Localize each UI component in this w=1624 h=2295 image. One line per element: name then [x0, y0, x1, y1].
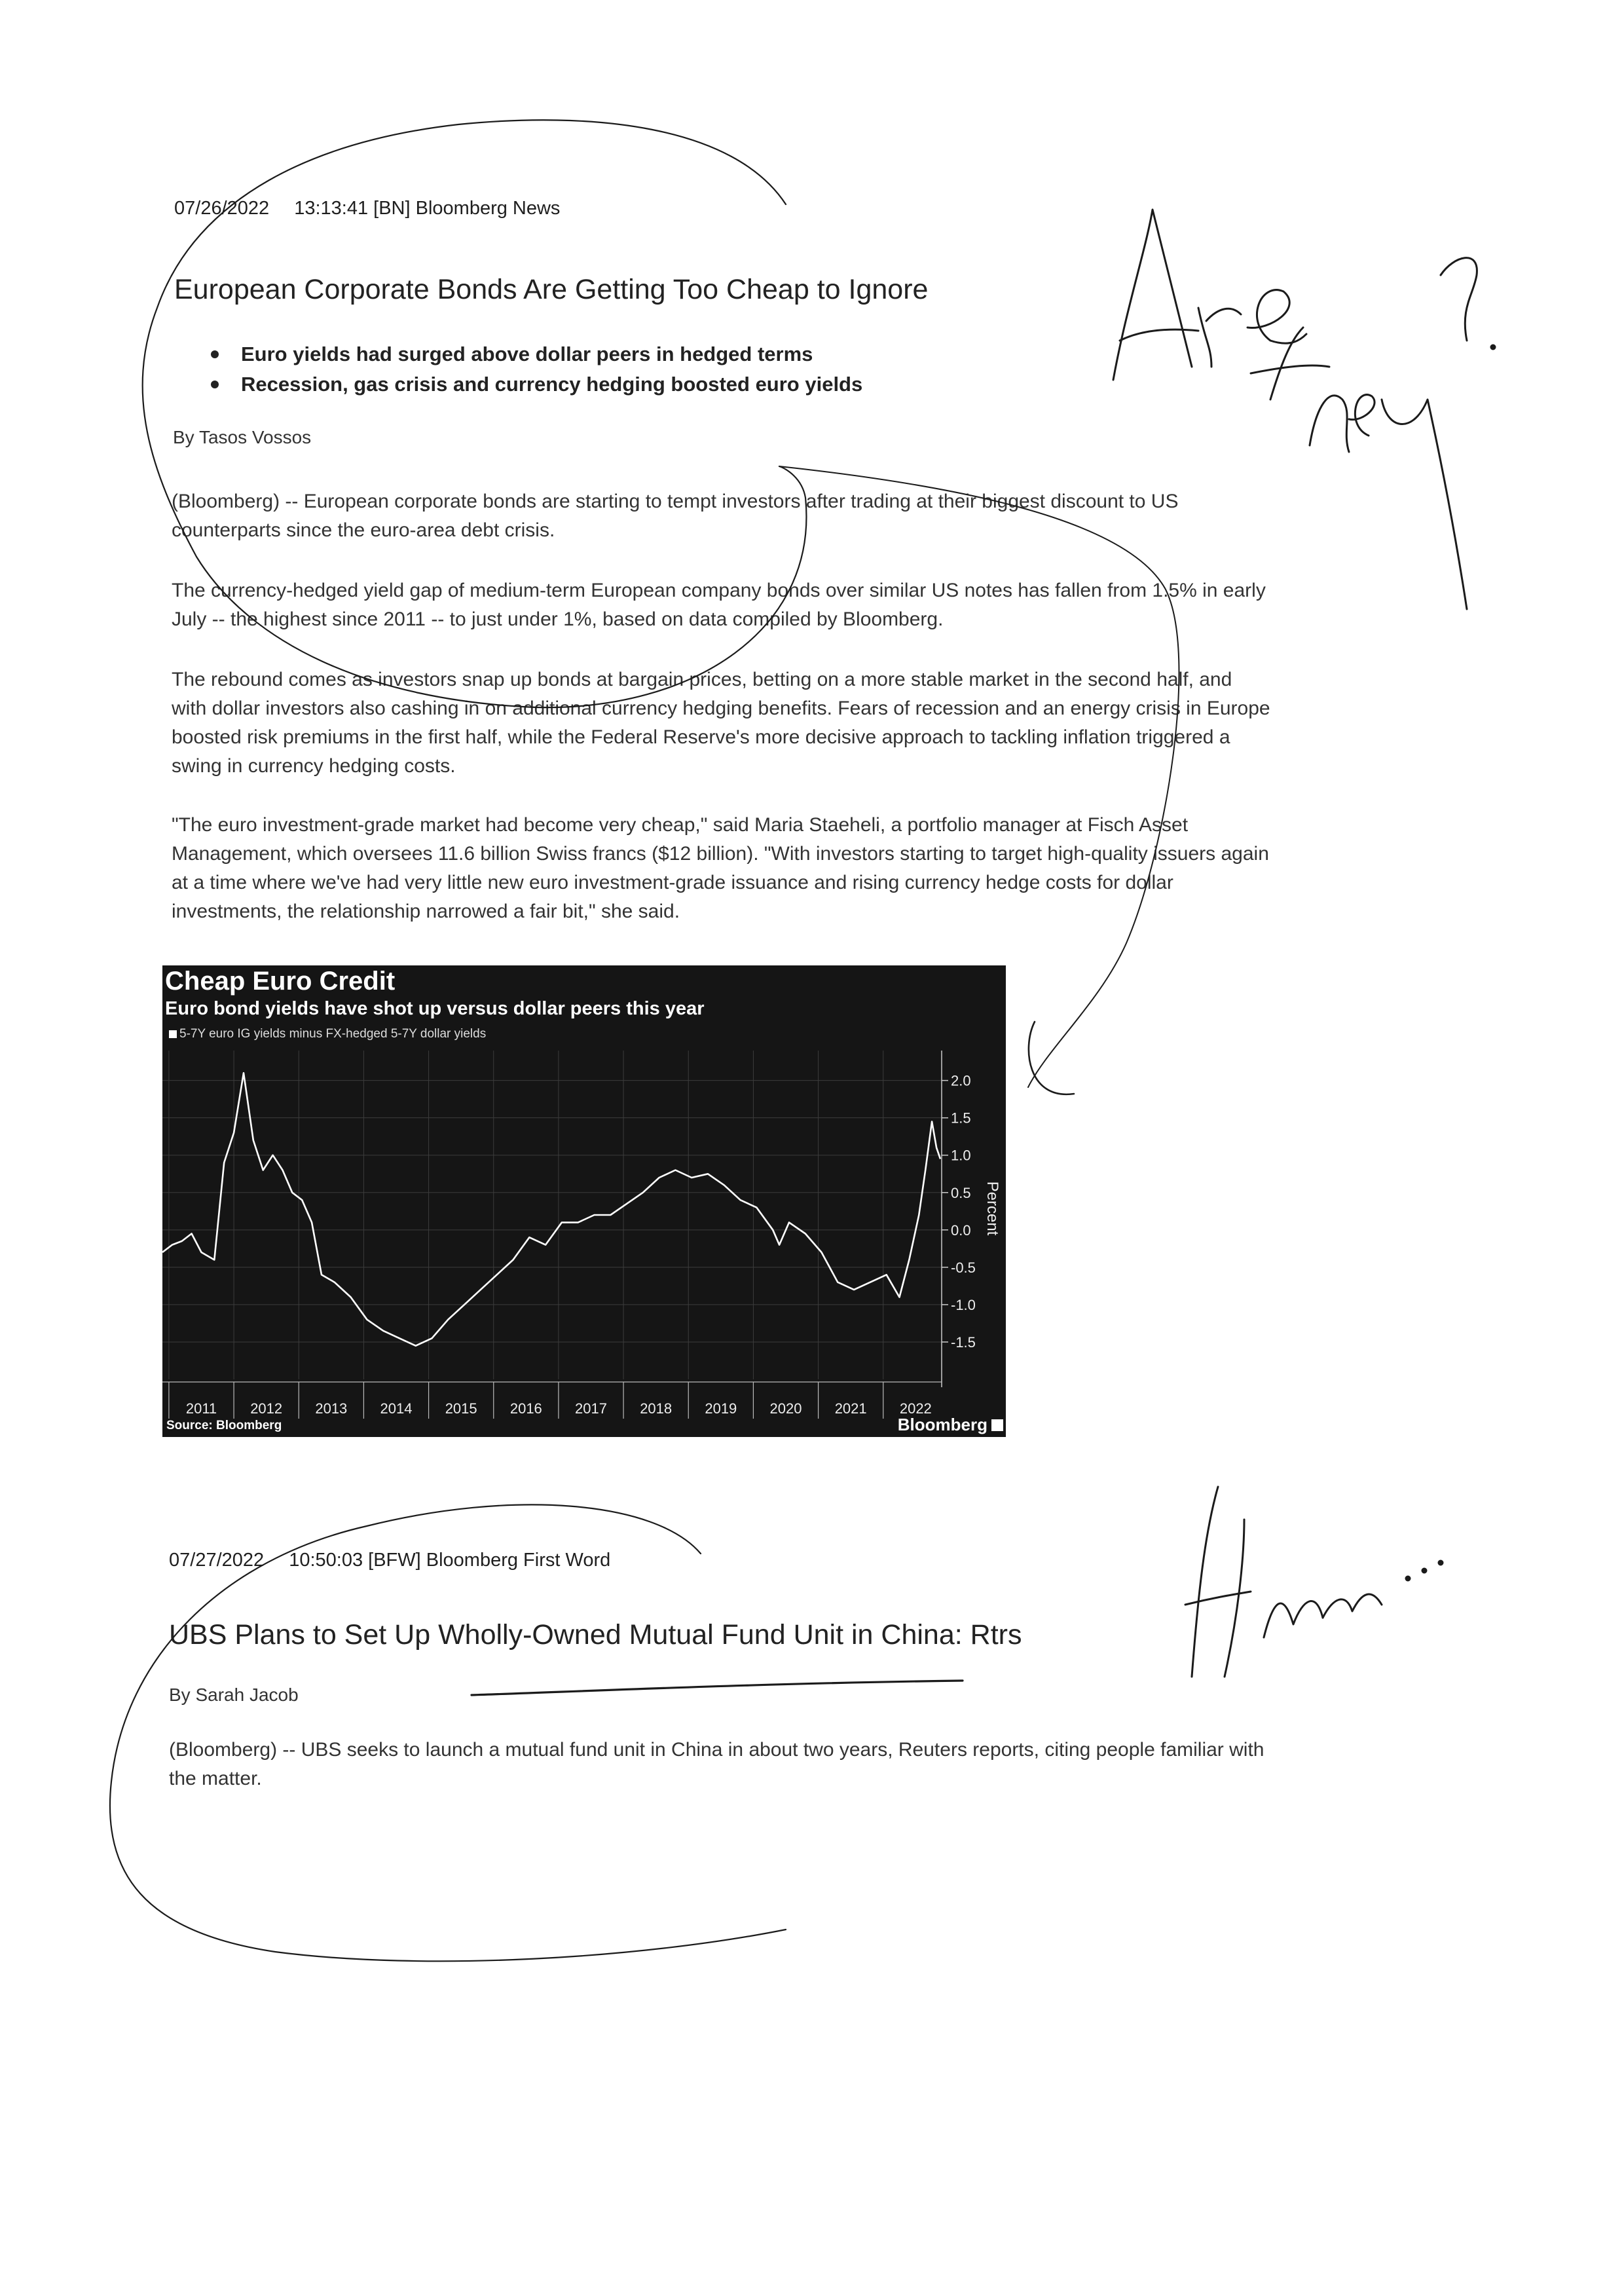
- article1-paragraph: "The euro investment-grade market had become very cheap," said Maria Staeheli, a portfolio manager at Fisch Asset Management, which oversees 11.6 billion Swiss francs ($12 billion). "With investors starting to target high-quality issuers again at a time where we've had very little new euro investment-grade issuance and rising currency hedge costs for dollar investments, the relationship narrowed a fair bit," she said.: [172, 814, 1269, 922]
- y-tick-label: -1.5: [951, 1334, 976, 1351]
- x-tick-label: 2018: [640, 1400, 673, 1417]
- handwritten-note-hmm: [1185, 1487, 1443, 1677]
- article1-paragraph: The currency-hedged yield gap of medium-term European company bonds over similar US notes has fallen from 1.5% in early July -- the highest since 2011 -- to just under 1%, based on data compiled by Bloomberg.: [172, 580, 1266, 630]
- y-tick-label: -1.0: [951, 1296, 976, 1313]
- chart-brand-label: Bloomberg: [897, 1415, 987, 1434]
- article1-paragraph: The rebound comes as investors snap up bonds at bargain prices, betting on a more stable market in the second half, and with dollar investors also cashing in on additional currency hedging benefits. Fears of recession and an energy crisis in Europe boosted risk premiums in the first half, while the Federal Reserve's more decisive approach to tackling inflation triggered a swing in currency hedging costs.: [172, 669, 1270, 777]
- x-tick-label: 2012: [250, 1400, 283, 1417]
- y-tick-label: 1.5: [951, 1110, 971, 1127]
- hand-drawn-arc: [779, 466, 1179, 1087]
- hand-drawn-loop-2: [110, 1504, 786, 1961]
- hand-drawn-loop: [143, 120, 807, 707]
- handwritten-note-are-they: [1113, 210, 1495, 609]
- article2-paragraph: (Bloomberg) -- UBS seeks to launch a mutual fund unit in China in about two years, Reuters reports, citing people familiar with the matter.: [169, 1739, 1264, 1789]
- x-tick-label: 2014: [380, 1400, 413, 1417]
- article2-headline: UBS Plans to Set Up Wholly-Owned Mutual Fund Unit in China: Rtrs: [169, 1619, 1022, 1651]
- bullet-item: Euro yields had surged above dollar peers in hedged terms: [211, 339, 862, 369]
- y-tick-label: -0.5: [951, 1259, 976, 1276]
- y-axis-label: Percent: [984, 1181, 1001, 1236]
- article2-time-source: 10:50:03 [BFW] Bloomberg First Word: [289, 1550, 611, 1571]
- y-tick-label: 0.0: [951, 1222, 971, 1239]
- article2-date: 07/27/2022: [169, 1550, 265, 1571]
- x-tick-label: 2016: [509, 1400, 542, 1417]
- article1-time-source: 13:13:41 [BN] Bloomberg News: [294, 198, 561, 219]
- y-tick-label: 2.0: [951, 1072, 971, 1089]
- chart-subtitle: Euro bond yields have shot up versus dollar peers this year: [165, 998, 705, 1019]
- chart-title: Cheap Euro Credit: [165, 967, 396, 996]
- bullet-item: Recession, gas crisis and currency hedging boosted euro yields: [211, 369, 862, 400]
- x-tick-label: 2020: [769, 1400, 802, 1417]
- legend-label: 5-7Y euro IG yields minus FX-hedged 5-7Y dollar yields: [179, 1027, 487, 1041]
- article1-byline: By Tasos Vossos: [173, 427, 312, 447]
- x-tick-label: 2019: [705, 1400, 737, 1417]
- y-tick-label: 0.5: [951, 1184, 971, 1201]
- x-tick-label: 2021: [834, 1400, 867, 1417]
- article2-byline: By Sarah Jacob: [169, 1685, 299, 1705]
- article1-paragraph: (Bloomberg) -- European corporate bonds are starting to tempt investors after trading at their biggest discount to US counterparts since the euro-area debt crisis.: [172, 491, 1179, 541]
- article1-headline: European Corporate Bonds Are Getting Too Cheap to Ignore: [174, 274, 929, 305]
- x-tick-label: 2017: [575, 1400, 607, 1417]
- x-tick-label: 2013: [315, 1400, 348, 1417]
- x-tick-label: 2015: [445, 1400, 477, 1417]
- x-tick-label: 2011: [185, 1400, 217, 1417]
- article1-date: 07/26/2022: [174, 198, 270, 219]
- hand-drawn-underline: [471, 1681, 963, 1695]
- y-tick-label: 1.0: [951, 1147, 971, 1164]
- chart-source: Source: Bloomberg: [166, 1419, 282, 1432]
- x-tick-label: 2022: [899, 1400, 932, 1417]
